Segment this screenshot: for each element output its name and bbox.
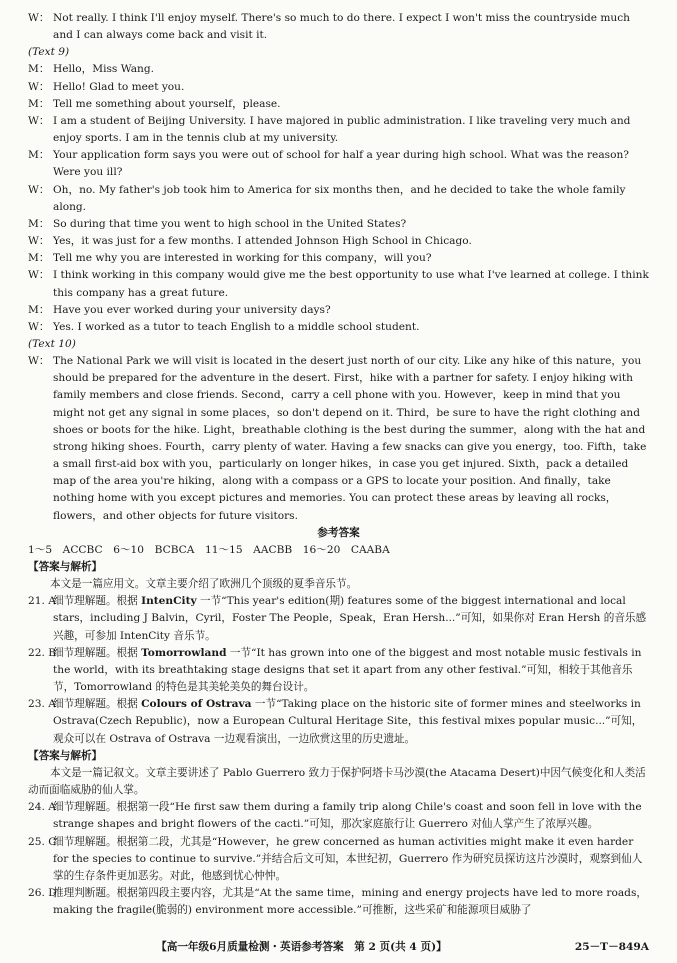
- footer-title: 【高一年级6月质量检测・英语参考答案 第 2 页(共 4 页)】: [156, 941, 447, 953]
- monologue: W： The National Park we will visit is located in the desert just north of our city. Like any hike of this nature，you should be prepared for the adventure in the desert. First，hike with a partner for safety. I enjoy hiking with family members and close friends. Second，carry a cell phone with you. However，keep in mind that you might not get any signal in some places，so don't depend on it. Third，be sure to have the right clothing and shoes or boots for the hike. Light，breathable clothing is the best during the summer，along with the hat and strong hiking shoes. Fourth，carry plenty of water. Having a few snacks can give you energy，too. Fifth，take a small first-aid box with you，particularly on longer hikes，in case you get injured. Sixth，pack a detailed map of the area you're hiking，along with a compass or a GPS to locate your position. And finally，take nothing home with you except pictures and memories. You can protect these areas by leaving all rocks，flowers，and other objects for future visitors.: [28, 355, 647, 522]
- answer-item: 24. A 细节理解题。根据第一段“He first saw them during a family trip along Chile's coast and soon fell in love with the strange shapes and bright flowers of the cacti.”可知，那次家庭旅行让 Guerrero 对仙人掌产生了浓厚兴趣。: [28, 801, 642, 831]
- dialogue-line: M： Have you ever worked during your university days?: [28, 303, 331, 316]
- section-summary: 本文是一篇记叙文。文章主要讲述了 Pablo Guerrero 致力于保护阿塔卡马沙漠(the Atacama Desert)中因气候变化和人类活动而面临威胁的仙人掌。: [28, 766, 646, 797]
- answer-item: 26. D 推理判断题。根据第四段主要内容，尤其是“At the same time，mining and energy projects have led to more roads，making the fragile(脆弱的) environment more accessible.”可推断，这些采矿和能源项目威胁了: [28, 886, 647, 917]
- section-summary: 本文是一篇应用文。文章主要介绍了欧洲几个顶级的夏季音乐节。: [50, 578, 358, 591]
- answer-item: 25. C 细节理解题。根据第二段，尤其是“However，he grew concerned as human activities might make it even harder for the species to continue to survive.”并结合后文可知，本世纪初，Guerrero 作为研究员探访这片沙漠时，观察到仙人掌的生存条件更加恶劣。对此，他感到忧心忡忡。: [28, 835, 643, 882]
- page-content: [28, 10, 649, 919]
- answer-item: 22. B 细节理解题。根据 Tomorrowland 一节“It has grown into one of the biggest and most notable music festivals in the world，with its breathtaking stage designs that set it apart from any other festival.”可知，相较于其他音乐节，Tomorrowland 的特色是其美轮美奂的舞台设计。: [28, 646, 642, 694]
- dialogue-line: W： I am a student of Beijing University. I have majored in public administration. I like traveling very much and enjoy sports. I am in the tennis club at my university.: [28, 114, 631, 145]
- text-header: (Text 9): [28, 46, 70, 59]
- answer-key-list: 1～5 ACCBC 6～10 BCBCA 11～15 AACBB 16～20 CAABA: [28, 543, 390, 556]
- dialogue-line: W： Not really. I think I'll enjoy myself. There's so much to do there. I expect I won't miss the countryside much and I can always come back and visit it.: [28, 12, 631, 42]
- dialogue-line: M： Tell me something about yourself，please.: [28, 97, 281, 110]
- dialogue-line: W： I think working in this company would give me the best opportunity to use what I've learned at college. I think this company has a great future.: [28, 269, 649, 299]
- dialogue-line: M： So during that time you went to high school in the United States?: [28, 217, 407, 230]
- answer-key-title: 参考答案: [317, 526, 360, 539]
- dialogue-line: M： Your application form says you were out of school for half a year during high school. What was the reason? Were you ill?: [28, 149, 629, 179]
- dialogue-line: M： Tell me why you are interested in working for this company，will you?: [28, 252, 432, 265]
- dialogue-line: M： Hello，Miss Wang.: [28, 63, 154, 76]
- answer-item: 23. A 细节理解题。根据 Colours of Ostrava 一节“Taking place on the historic site of former mines and steelworks in Ostrava(Czech Republic)，now a European Cultural Heritage Site，this festival mixes popular music...”可知，观众可以在 Ostrava of Ostrava 一边观看演出，一边欣赏这里的历史遗址。: [28, 698, 643, 745]
- dialogue-line: W： Oh，no. My father's job took him to America for six months then，and he decided to take the whole family along.: [28, 183, 626, 213]
- answer-item: 21. A 细节理解题。根据 IntenCity 一节“This year's edition(期) features some of the biggest international and local stars，including J Balvin，Cyril，Foster The People，Speak，Eran Hersh...”可知，如果你对 Eran Hersh 的音乐感兴趣，可参加 IntenCity 音乐节。: [28, 595, 647, 642]
- dialogue-line: W： Hello! Glad to meet you.: [28, 80, 185, 93]
- footer-code: 25－T－849A: [574, 941, 649, 953]
- dialogue-line: W： Yes. I worked as a tutor to teach English to a middle school student.: [28, 320, 420, 333]
- speaker-label: W：: [28, 12, 50, 24]
- text-header: (Text 10): [28, 337, 76, 350]
- section-heading: 【答案与解析】: [28, 561, 103, 573]
- page-footer: [28, 939, 649, 955]
- dialogue-line: W： Yes，it was just for a few months. I attended Johnson High School in Chicago.: [28, 235, 472, 248]
- section-heading: 【答案与解析】: [28, 749, 103, 762]
